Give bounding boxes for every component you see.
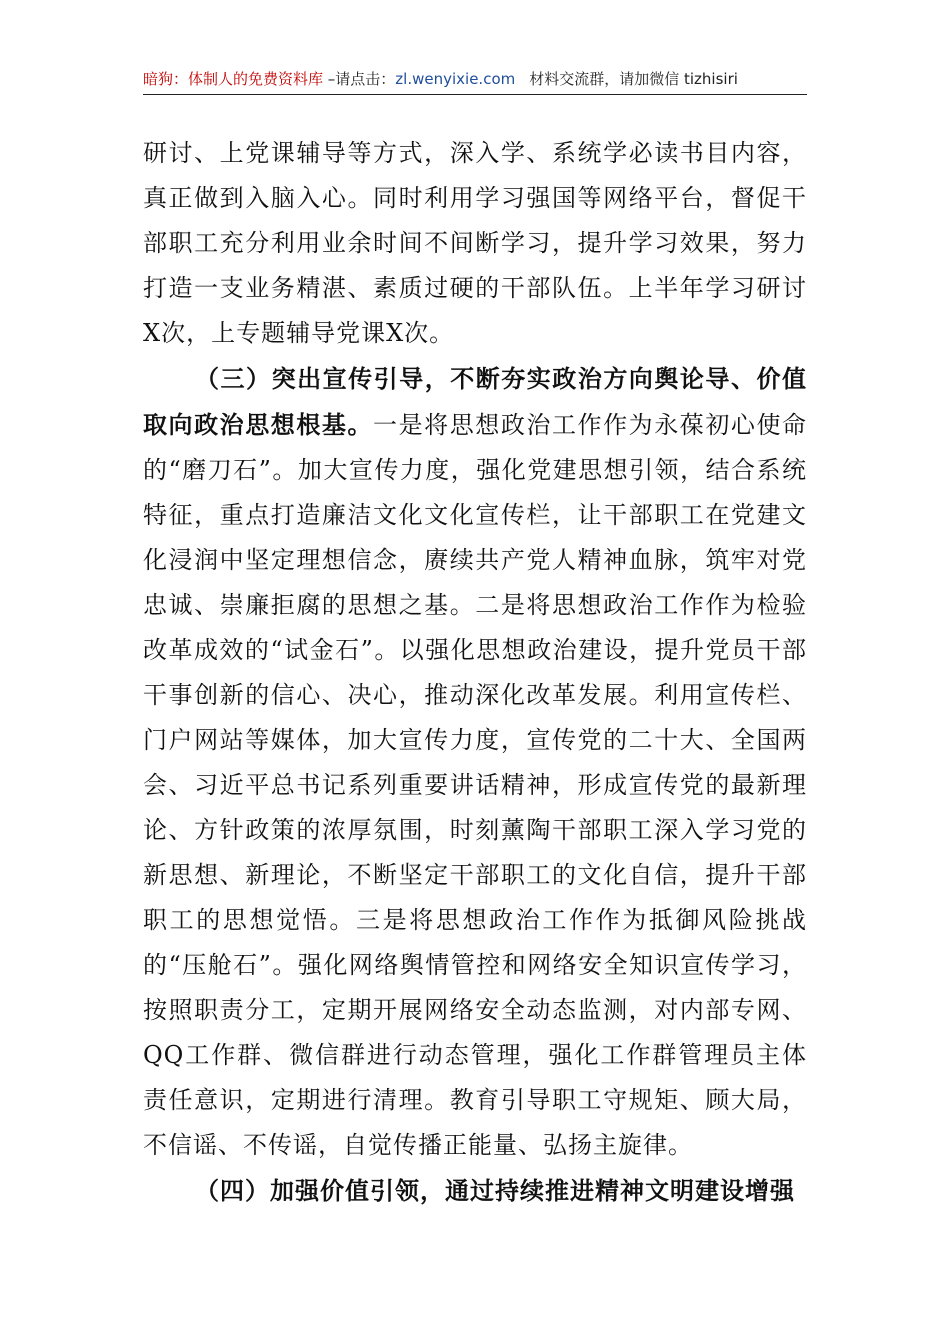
header-separator: –请点击： [323,70,396,88]
paragraph-1-body: 研讨、上党课辅导等方式，深入学、系统学必读书目内容，真正做到入脑入心。同时利用学习强国等网络平台，督促干部职工充分利用业余时间不间断学习，提升学习效果，努力打造一支业务精湛、素质过硬的干部队伍。上半年学习研讨X次，上专题辅导党课X次。 [143,139,807,347]
paragraph-2 [143,356,807,1168]
document-body [143,130,807,1214]
header-brand: 暗狗：体制人的免费资料库 [143,70,324,88]
paragraph-3-lead: （四）加强价值引领，通过持续推进精神文明建设增强 [195,1176,795,1205]
header-url-link[interactable]: zl.wenyixie.com [395,70,516,88]
paragraph-2-lead: （三）突出宣传引导，不断夯实政治方向舆论导、价值取向政治思想根基。 [143,364,807,439]
paragraph-3 [143,1168,807,1214]
paragraph-1 [143,130,807,356]
page-header [143,66,807,95]
paragraph-2-body: 一是将思想政治工作作为永葆初心使命的“磨刀石”。加大宣传力度，强化党建思想引领，结合系统特征，重点打造廉洁文化文化宣传栏，让干部职工在党建文化浸润中坚定理想信念，赓续共产党人精神血脉，筑牢对党忠诚、崇廉拒腐的思想之基。二是将思想政治工作作为检验改革成效的“试金石”。以强化思想政治建设，提升党员干部干事创新的信心、决心，推动深化改革发展。利用宣传栏、门户网站等媒体，加大宣传力度，宣传党的二十大、全国两会、习近平总书记系列重要讲话精神，形成宣传党的最新理论、方针政策的浓厚氛围，时刻薰陶干部职工深入学习党的新思想、新理论，不断坚定干部职工的文化自信，提升干部职工的思想觉悟。三是将思想政治工作作为抵御风险挑战的“压舱石”。强化网络舆情管控和网络安全知识宣传学习，按照职责分工，定期开展网络安全动态监测，对内部专网、QQ工作群、微信群进行动态管理，强化工作群管理员主体责任意识，定期进行清理。教育引导职工守规矩、顾大局，不信谣、不传谣，自觉传播正能量、弘扬主旋律。 [143,411,808,1159]
header-contact: 材料交流群，请加微信 tizhisiri [529,70,738,88]
